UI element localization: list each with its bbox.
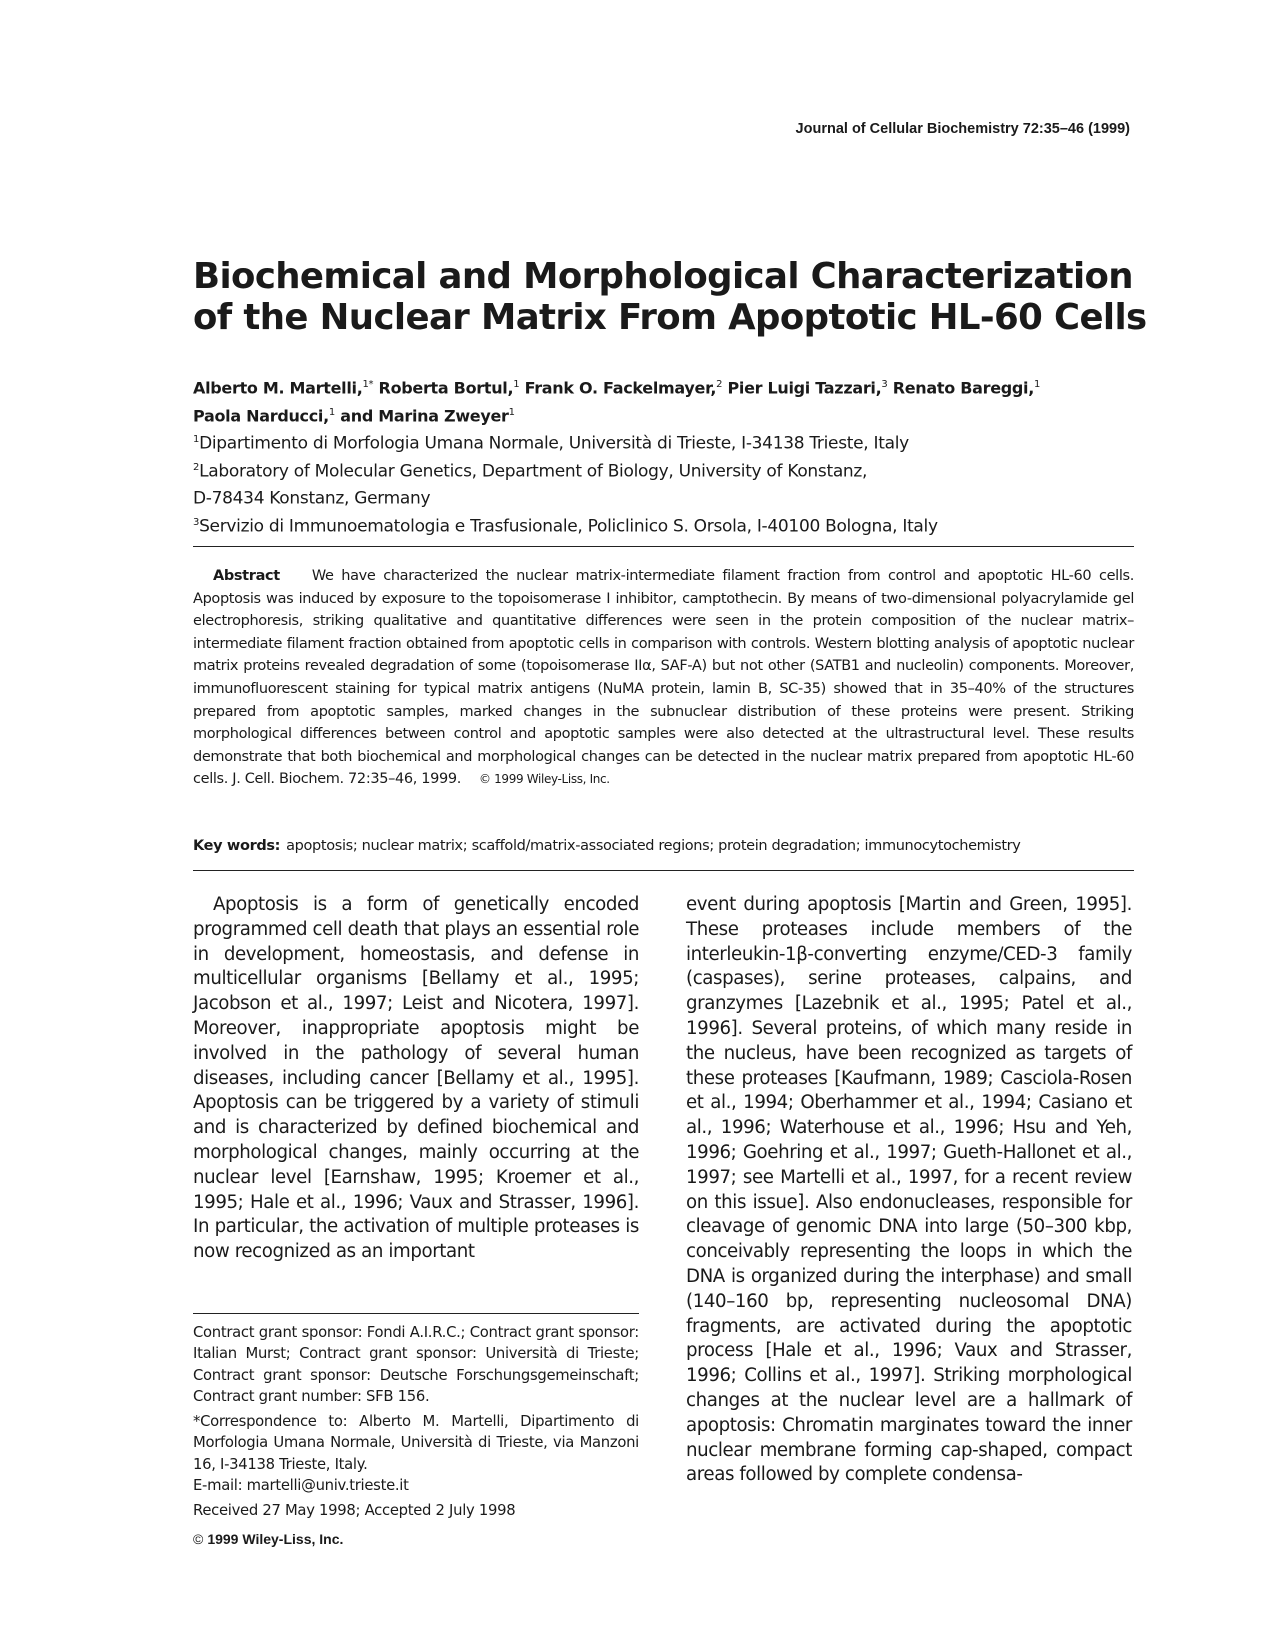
copyright-text: 1999 Wiley-Liss, Inc. bbox=[207, 1531, 344, 1547]
affiliation-text: Dipartimento di Morfologia Umana Normale, Università di Trieste, I-34138 Trieste, Italy bbox=[199, 433, 909, 454]
affiliation-item bbox=[193, 483, 1093, 511]
author-affiliation-mark: 2 bbox=[716, 379, 723, 390]
author-affiliation-mark: 1 bbox=[1034, 379, 1041, 390]
paper-title bbox=[193, 256, 1153, 338]
abstract-top-rule bbox=[193, 546, 1134, 547]
journal-header: Journal of Cellular Biochemistry 72:35–46 (1999) bbox=[795, 121, 1130, 137]
author-name: and Marina Zweyer bbox=[340, 406, 509, 426]
received-footnote: Received 27 May 1998; Accepted 2 July 1998 bbox=[193, 1502, 516, 1520]
footnote-rule bbox=[193, 1313, 639, 1314]
affiliation-text: Laboratory of Molecular Genetics, Department of Biology, University of Konstanz, bbox=[199, 461, 868, 482]
affiliation-mark: 3 bbox=[193, 516, 200, 528]
affiliation-item bbox=[193, 511, 1093, 539]
email-footnote: E-mail: martelli@univ.trieste.it bbox=[193, 1477, 409, 1495]
affiliation-text: Servizio di Immunoematologia e Trasfusionale, Policlinico S. Orsola, I-40100 Bologna, Italy bbox=[199, 516, 938, 537]
copyright-symbol: © bbox=[193, 1531, 204, 1547]
body-top-rule bbox=[193, 870, 1134, 871]
author-affiliation-mark: 1 bbox=[328, 407, 335, 419]
keywords-text: apoptosis; nuclear matrix; scaffold/matrix-associated regions; protein degradation; immunocytochemistry bbox=[286, 838, 1021, 854]
abstract-label: Abstract bbox=[213, 568, 280, 584]
affiliation-mark: 2 bbox=[193, 461, 200, 473]
affiliation-text: D-78434 Konstanz, Germany bbox=[193, 488, 431, 509]
author-name: Frank O. Fackelmayer, bbox=[524, 378, 717, 398]
affiliation-list bbox=[193, 428, 1093, 539]
affiliation-item bbox=[193, 428, 1093, 456]
affiliation-mark: 1 bbox=[193, 434, 200, 445]
title-line-1: Biochemical and Morphological Characterization bbox=[193, 256, 1133, 297]
body-left-column: Apoptosis is a form of genetically encoded programmed cell death that plays an essential role in development, homeostasis, and defense in multicellular organisms [Bellamy et al., 1995; Jacobson et al., 1997; Leist and Nicotera, 1997]. Moreover, inappropriate apoptosis might be involved in the pathology of several human diseases, including cancer [Bellamy et al., 1995]. Apoptosis can be triggered by a variety of stimuli and is characterized by defined biochemical and morphological changes, mainly occurring at the nuclear level [Earnshaw, 1995; Kroemer et al., 1995; Hale et al., 1996; Vaux and Strasser, 1996]. In particular, the activation of multiple proteases is now recognized as an important bbox=[193, 894, 639, 1263]
author-affiliation-mark: 1* bbox=[362, 379, 374, 390]
abstract-text: We have characterized the nuclear matrix-intermediate filament fraction from control and apoptotic HL-60 cells. Apoptosis was induced by exposure to the topoisomerase I inhibitor, camptothecin. By means of two-dimensional polyacrylamide gel electrophoresis, striking qualitative and quantitative differences were seen in the protein composition of the nuclear matrix–intermediate filament fraction obtained from apoptotic cells in comparison with controls. Western blotting analysis of apoptotic nuclear matrix proteins revealed degradation of some (topoisomerase IIα, SAF-A) but not other (SATB1 and nucleolin) components. Moreover, immunofluorescent staining for typical matrix antigens (NuMA protein, lamin B, SC-35) showed that in 35–40% of the structures prepared from apoptotic samples, marked changes in the subnuclear distribution of these proteins were present. Striking morphological differences between control and apoptotic samples were also detected at the ultrastructural level. These results demonstrate that both biochemical and morphological changes can be detected in the nuclear matrix prepared from apoptotic HL-60 cells. J. Cell. Biochem. 72:35–46, 1999. bbox=[193, 568, 1134, 788]
body-right-column: event during apoptosis [Martin and Green, 1995]. These proteases include members of the interleukin-1β-converting enzyme/CED-3 family (caspases), serine proteases, calpains, and granzymes [Lazebnik et al., 1995; Patel et al., 1996]. Several proteins, of which many reside in the nucleus, have been recognized as targets of these proteases [Kaufmann, 1989; Casciola-Rosen et al., 1994; Oberhammer et al., 1994; Casiano et al., 1996; Waterhouse et al., 1996; Hsu and Yeh, 1996; Goehring et al., 1997; Gueth-Hallonet et al., 1997; see Martelli et al., 1997, for a recent review on this issue]. Also endonucleases, responsible for cleavage of genomic DNA into large (50–300 kbp, conceivably representing the loops in which the DNA is organized during the interphase) and small (140–160 bp, representing nucleosomal DNA) fragments, are activated during the apoptotic process [Hale et al., 1996; Vaux and Strasser, 1996; Collins et al., 1997]. Striking morphological changes at the nuclear level are a hallmark of apoptosis: Chromatin marginates toward the inner nuclear membrane forming cap-shaped, compact areas followed by complete condensa- bbox=[686, 894, 1132, 1486]
keywords-label: Key words: bbox=[193, 838, 281, 854]
title-line-2: of the Nuclear Matrix From Apoptotic HL-60 Cells bbox=[193, 297, 1147, 338]
author-affiliation-mark: 3 bbox=[881, 379, 888, 390]
author-list bbox=[193, 372, 1093, 429]
bottom-copyright bbox=[193, 1531, 343, 1547]
footnotes bbox=[193, 1322, 639, 1526]
grant-footnote: Contract grant sponsor: Fondi A.I.R.C.; Contract grant sponsor: Italian Murst; Contract grant sponsor: Università di Trieste; Contract grant sponsor: Deutsche Forschungsgemeinschaft; Contract grant number: SFB 156. bbox=[193, 1324, 639, 1405]
author-name: Renato Bareggi, bbox=[892, 378, 1035, 398]
author-name: Roberta Bortul, bbox=[378, 378, 514, 398]
keywords bbox=[193, 835, 1134, 857]
abstract bbox=[193, 565, 1134, 791]
affiliation-item bbox=[193, 456, 1093, 484]
abstract-copyright: © 1999 Wiley-Liss, Inc. bbox=[479, 772, 610, 787]
author-affiliation-mark: 1 bbox=[508, 407, 515, 419]
correspondence-footnote: *Correspondence to: Alberto M. Martelli, Dipartimento di Morfologia Umana Normale, Università di Trieste, via Manzoni 16, I-34138 Trieste, Italy. bbox=[193, 1413, 639, 1473]
author-name: Pier Luigi Tazzari, bbox=[727, 378, 882, 398]
author-affiliation-mark: 1 bbox=[513, 379, 520, 390]
author-name: Paola Narducci, bbox=[193, 406, 329, 426]
author-name: Alberto M. Martelli, bbox=[193, 378, 363, 398]
